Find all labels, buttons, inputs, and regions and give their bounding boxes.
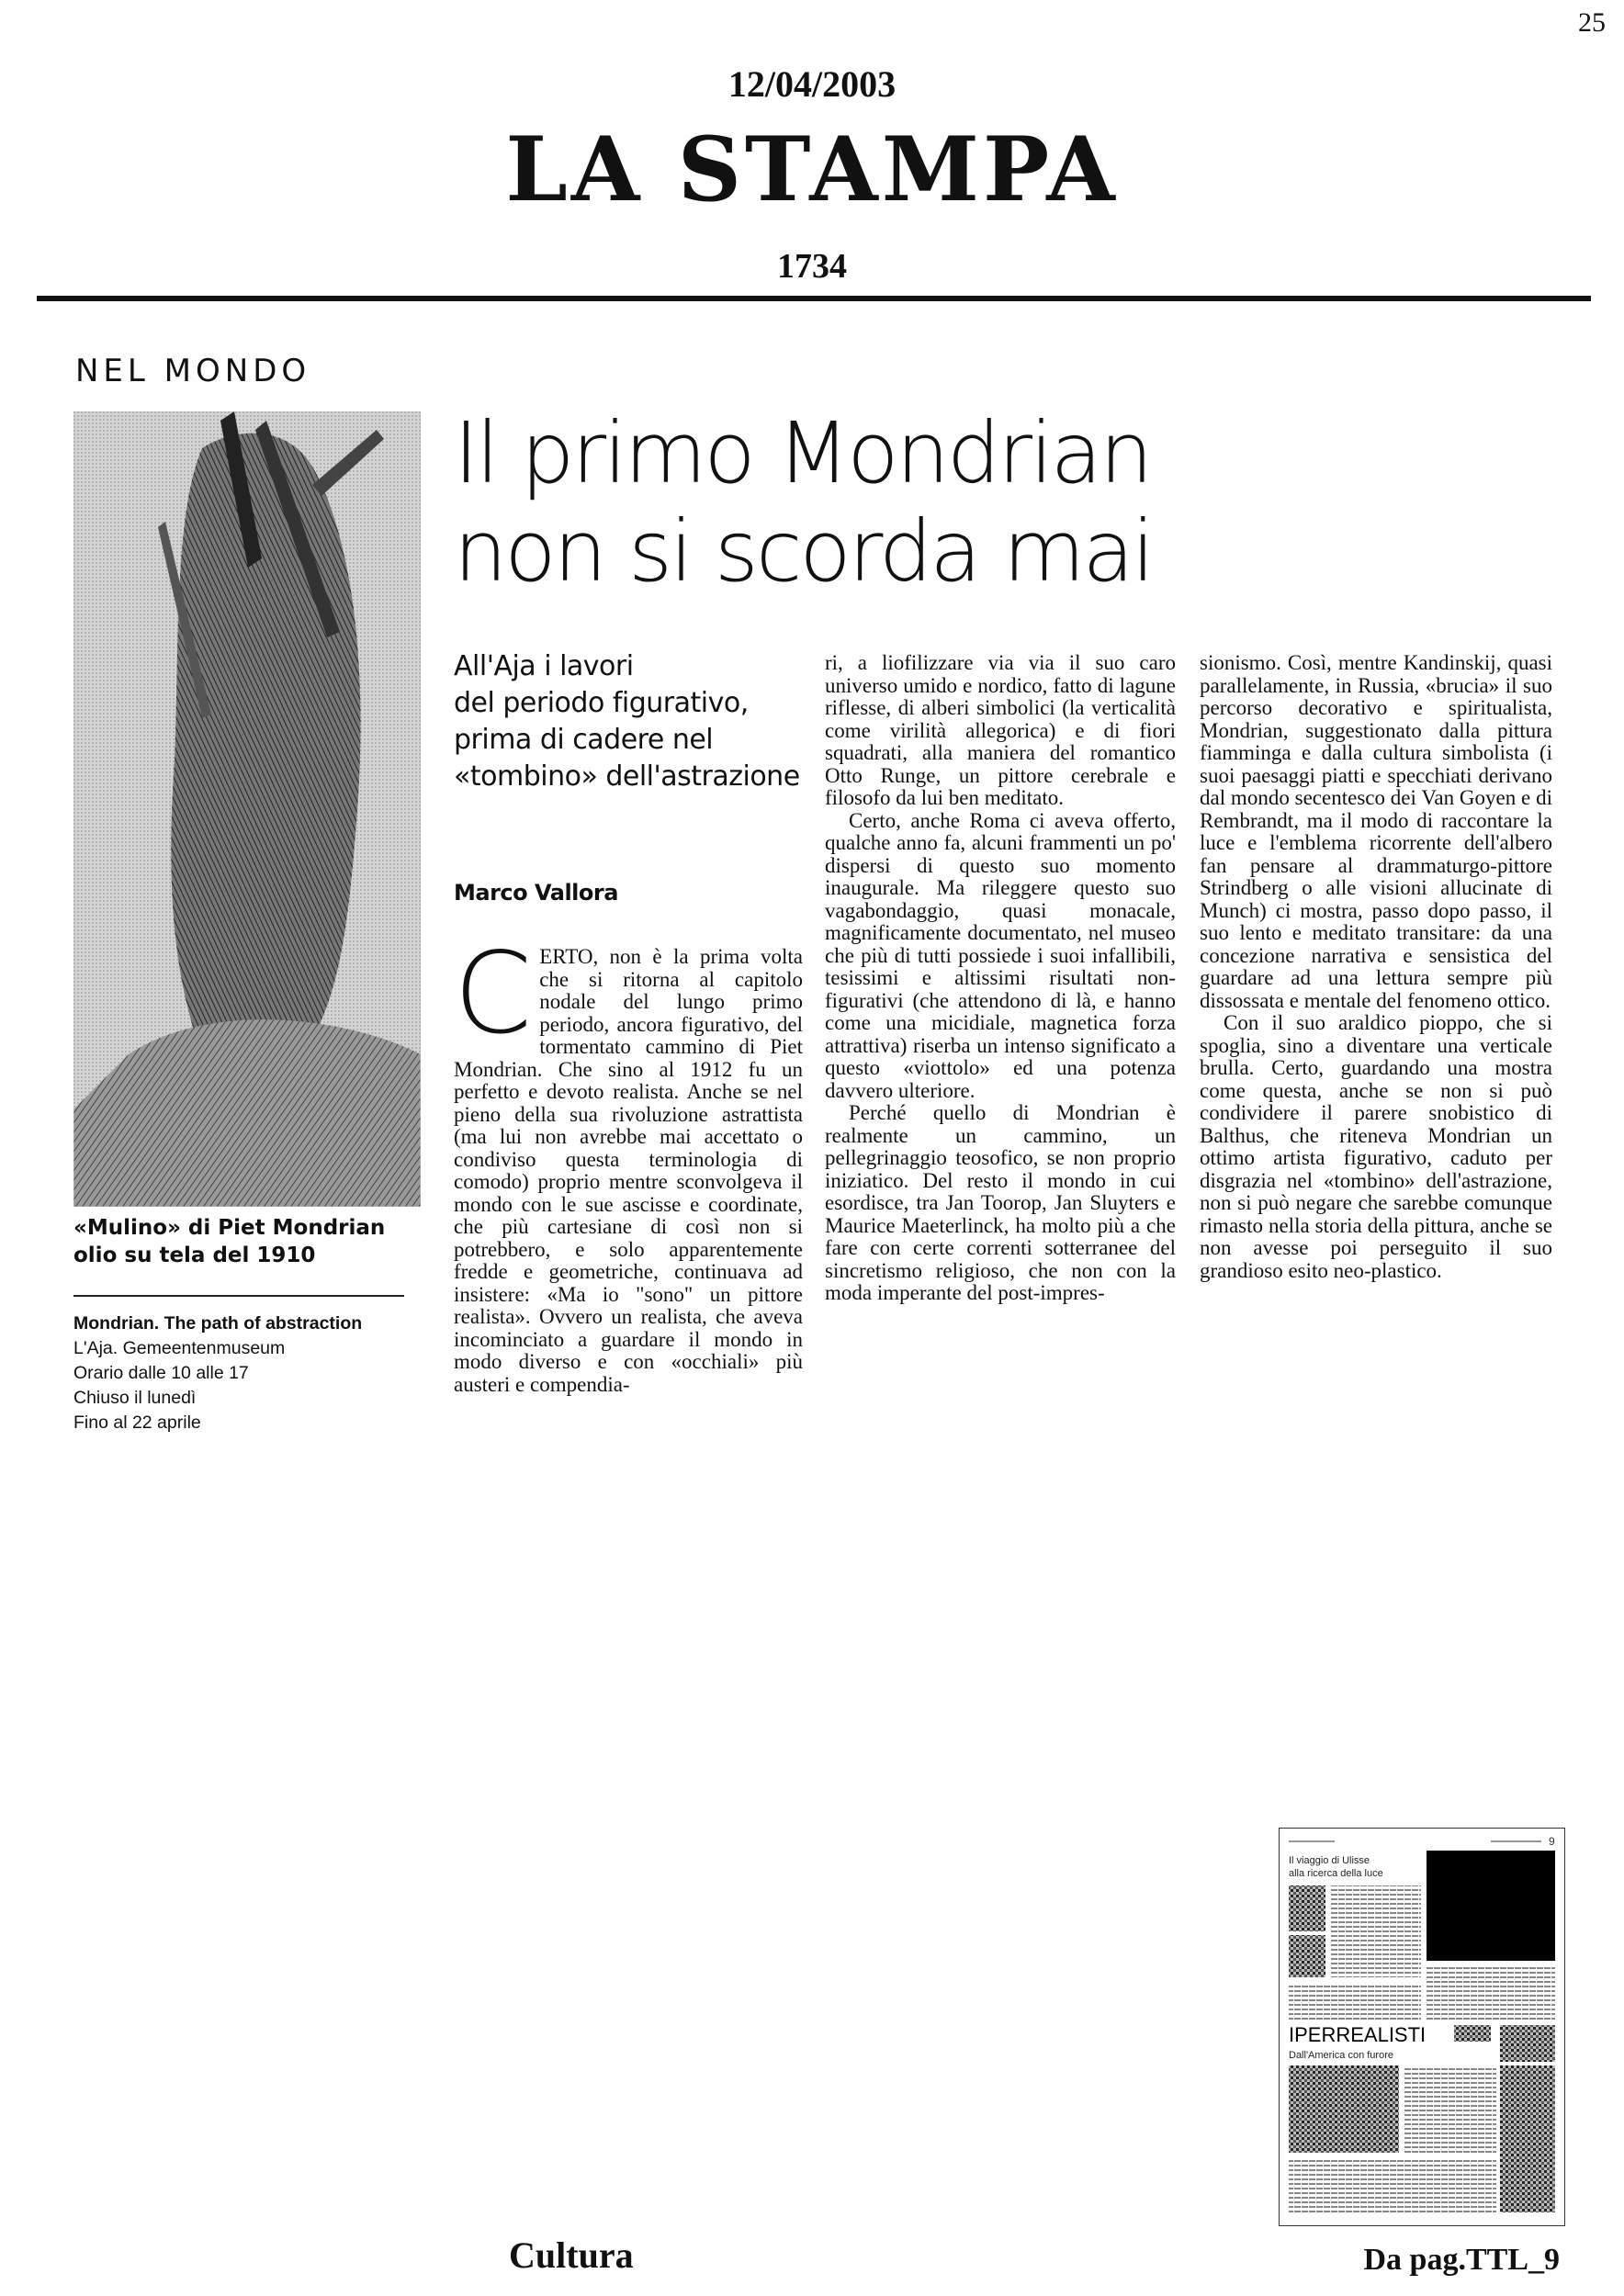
thumbnail-text: alla ricerca della luce xyxy=(1289,1868,1383,1879)
caption-line: olio su tela del 1910 xyxy=(73,1244,316,1267)
thumbnail-feature-title: IPERREALISTI xyxy=(1289,2023,1427,2046)
photo-caption xyxy=(73,1214,423,1269)
byline: Marco Vallora xyxy=(454,880,618,906)
exhibition-title: Mondrian. The path of abstraction xyxy=(73,1313,363,1334)
issue-number: 1734 xyxy=(777,247,847,286)
article-column-1 xyxy=(454,929,803,1396)
subheadline xyxy=(454,648,821,795)
thumbnail-page-marker: 9 xyxy=(1549,1835,1555,1848)
paragraph: sionismo. Così, mentre Kandinskij, quasi parallelamente, in Russia, «brucia» il suo percorso decorativo e spiritualista, Mondrian, suggestionato dalla pittura fiamminga e dalla cultura simbolista (i suoi paesaggi piatti e specchiati derivano dal mondo secentesco dei Van Goyen e di Rembrandt, ma il modo di raccontare la luce e l'emblema ricorrente dell'albero fan pensare al drammaturgo-pittore Strindberg o alle visioni allucinate di Munch) ci mostra, passo dopo passo, il suo lento e meditato transitare: da una concezione narrativa e sensistica del guardare ad una lettura sempre più dissossata e mentale del fenomeno ottico. xyxy=(1200,651,1552,1012)
subhead-line: del periodo figurativo, xyxy=(454,687,749,719)
painting-photo xyxy=(73,411,421,1207)
exhibition-hours: Orario dalle 10 alle 17 xyxy=(73,1363,249,1383)
drop-cap: C xyxy=(454,929,533,1059)
headline xyxy=(454,404,1207,601)
exhibition-closed: Chiuso il lunedì xyxy=(73,1388,197,1408)
thumbnail-text: Il viaggio di Ulisse xyxy=(1289,1855,1370,1866)
footer-source: Da pag.TTL_9 xyxy=(1363,2243,1560,2277)
section-label: NEL MONDO xyxy=(75,353,311,389)
headline-line: non si scorda mai xyxy=(454,502,1153,601)
info-divider xyxy=(73,1295,404,1297)
subhead-line: All'Aja i lavori xyxy=(454,650,634,682)
exhibition-venue: L'Aja. Gemeentenmuseum xyxy=(73,1338,286,1358)
footer-section: Cultura xyxy=(509,2234,634,2276)
subhead-line: prima di cadere nel xyxy=(454,724,714,756)
page-thumbnail-icon xyxy=(1280,1829,1564,2225)
subhead-line: «tombino» dell'astrazione xyxy=(454,760,800,793)
header-rule xyxy=(37,296,1591,301)
page-number: 25 xyxy=(1578,7,1606,38)
page-thumbnail xyxy=(1279,1828,1565,2226)
exhibition-info xyxy=(73,1311,423,1435)
caption-line: «Mulino» di Piet Mondrian xyxy=(73,1216,386,1240)
article-column-3 xyxy=(1200,652,1552,1282)
exhibition-until: Fino al 22 aprile xyxy=(73,1412,201,1433)
paragraph: Perché quello di Mondrian è realmente un cammino, un pellegrinaggio teosofico, se non proprio iniziatico. Del resto il mondo in cui esordisce, tra Jan Toorop, Jan Sluyters e Maurice Maeterlinck, ha molto più a che fare con certe correnti sotterranee del sincretismo religioso, che non con la moda imperante del post-impres- xyxy=(825,1101,1176,1304)
paragraph: ERTO, non è la prima volta che si ritorna al capitolo nodale del lungo primo periodo, ancora figurativo, del tormentato cammino di Piet Mondrian. Che sino al 1912 fu un perfetto e devoto realista. Anche se nel pieno della sua rivoluzione astrattista (ma lui non avrebbe mai accettato o condiviso questa terminologia di comodo) proprio mentre sconvolgeva il mondo con le sue ascisse e coordinate, che più cartesiane di così non si potrebbero, e solo apparentemente fredde e geometriche, continuava ad insistere: «Ma io "sono" un pittore realista». Ovvero un realista, che aveva incominciato a guardare il mondo in modo diverso e con «occhiali» più austeri e compendia- xyxy=(454,945,803,1396)
paragraph: Con il suo araldico pioppo, che si spoglia, sino a diventare una verticale brulla. Certo, guardando una mostra come questa, anche se non si può condividere il parere snobistico di Balthus, che riteneva Mondrian un ottimo artista figurativo, caduto per disgrazia nel «tombino» dell'astrazione, non si può negare che sarebbe comunque rimasto nella storia della pittura, anche se non avesse poi perseguito il suo grandioso esito neo-plastico. xyxy=(1200,1011,1552,1282)
article-column-2 xyxy=(825,652,1176,1305)
paragraph: ri, a liofilizzare via via il suo caro universo umido e nordico, fatto di lagune riflesse, di alberi simbolici (la verticalità come virilità allegorica) e di fiori squadrati, alla maniera del romantico Otto Runge, un pittore cerebrale e filosofo da lui ben meditato. xyxy=(825,651,1176,809)
headline-line: Il primo Mondrian xyxy=(454,404,1151,502)
publication-date: 12/04/2003 xyxy=(727,63,897,105)
masthead: LA STAMPA xyxy=(505,118,1119,221)
paragraph: Certo, anche Roma ci aveva offerto, qualche anno fa, alcuni frammenti un po' dispersi di questo suo momento inaugurale. Ma rileggere questo suo vagabondaggio, quasi monacale, magnificamente documentato, nel museo che più di tutti possiede i suoi infallibili, tesissimi e altissimi risultati non-figurativi (che attendono di là, e hanno come una micidiale, magnetica forza attrattiva) riserba un intenso significato a questo «viottolo» ed una potenza davvero ulteriore. xyxy=(825,808,1176,1102)
painting-photo-image xyxy=(73,411,421,1207)
thumbnail-feature-subtitle: Dall'America con furore xyxy=(1289,2050,1393,2061)
